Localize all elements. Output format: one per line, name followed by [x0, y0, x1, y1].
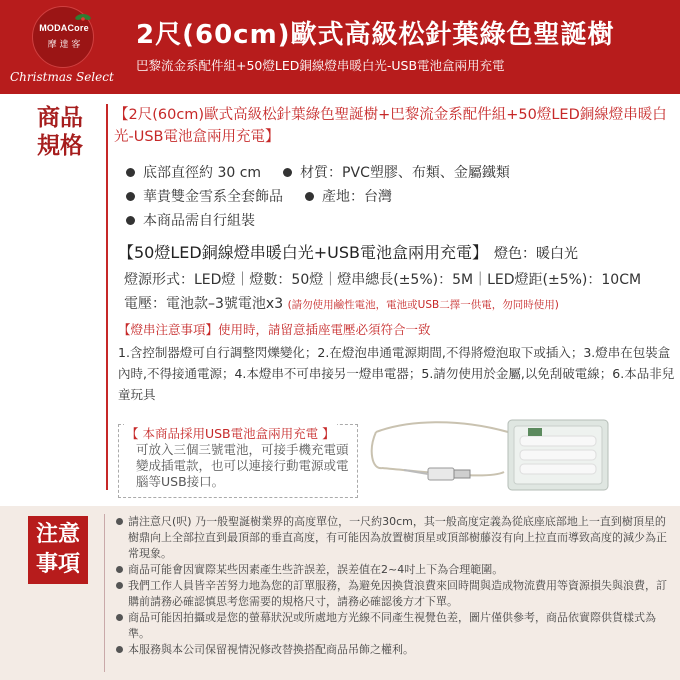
- brand-subname: 摩 達 客: [47, 40, 81, 50]
- bullet-dot-icon: [116, 646, 123, 653]
- bullet-item: [126, 186, 283, 206]
- bullet-item: [126, 210, 255, 230]
- bullet-dot-icon: [116, 582, 123, 589]
- light-headline: [118, 240, 678, 263]
- notice-text: 商品可能因拍攝或是您的螢幕狀況或所處地方光線不同產生視覺色差，圖片僅供參考，商品依實際供貨樣式為準。: [128, 611, 656, 640]
- spec-bullet-list: [126, 160, 666, 232]
- bullet-dot-icon: [126, 192, 135, 201]
- notice-list: [116, 514, 676, 658]
- christmas-select-script: Christmas Select: [10, 70, 114, 84]
- spec-section-label: 商品規格: [37, 105, 83, 159]
- light-title: 【50燈LED銅線燈串暖白光+USB電池盒兩用充電】: [118, 243, 488, 262]
- bullet-row: [126, 208, 666, 232]
- notice-item: [116, 642, 676, 658]
- bullet-dot-icon: [116, 566, 123, 573]
- bullet-dot-icon: [283, 168, 292, 177]
- notice-divider: [104, 514, 105, 672]
- bullet-item: [305, 186, 392, 206]
- usb-battery-box-image: [368, 410, 618, 506]
- light-spec-line: 燈源形式：LED燈｜燈數：50燈｜燈串總長(±5%)：5M｜LED燈距(±5%)：10CM: [124, 272, 642, 288]
- light-color-label: 燈色：暖白光: [493, 246, 578, 262]
- bullet-text: 本商品需自行組裝: [143, 213, 255, 229]
- notice-text: 我們工作人員皆辛苦努力地為您的訂單服務，為避免因換貨浪費來回時間與造成物流費用等資源損失與浪費，訂購前請務必確認慎思考您需要的規格尺寸，請務必確認後方才下單。: [128, 579, 667, 608]
- bullet-item: [283, 162, 510, 182]
- spec-headline: 【2尺(60cm)歐式高級松針葉綠色聖誕樹+巴黎流金系配件組+50燈LED銅線燈串暖白光-USB電池盒兩用充電】: [114, 107, 667, 145]
- bullet-dot-icon: [126, 216, 135, 225]
- bullet-dot-icon: [305, 192, 314, 201]
- notice-section-label: 注意事項: [28, 516, 88, 584]
- bullet-text: 華貴雙金雪系全套飾品: [143, 189, 283, 205]
- notice-item: [116, 514, 676, 562]
- brand-logo: [32, 6, 94, 68]
- bullet-dot-icon: [116, 518, 123, 525]
- notice-item: [116, 610, 676, 642]
- usb-info-body: 可放入三個三號電池，可接手機充電頭變成插電款，也可以連接行動電源或電腦等USB接口。: [136, 442, 349, 489]
- brand-name: MODACore: [39, 23, 89, 33]
- bullet-dot-icon: [116, 614, 123, 621]
- notice-text: 本服務與本公司保留視情況修改替換搭配商品吊飾之權利。: [128, 643, 414, 656]
- light-voltage-line: [124, 292, 676, 316]
- page-title: 2尺(60cm)歐式高級松針葉綠色聖誕樹: [136, 20, 615, 50]
- bullet-text: 材質：PVC塑膠、布類、金屬鐵類: [300, 165, 510, 181]
- bullet-text: 底部直徑約 30 cm: [143, 165, 262, 181]
- light-warning-body: 1.含控制器燈可自行調整閃爍變化；2.在燈泡串通電源期間,不得將燈泡取下或插入；3.燈串在包裝盒內時,不得接通電源；4.本燈串不可串接另一燈串電器；5.請勿使用於金屬,以免刮破電線；6.本品非兒童玩具: [118, 345, 675, 402]
- notice-item: [116, 578, 676, 610]
- bullet-text: 產地：台灣: [322, 189, 392, 205]
- light-warning-title: 【燈串注意事項】使用時，請留意插座電壓必須符合一致: [118, 322, 431, 337]
- bullet-row: [126, 160, 666, 184]
- notice-text: 商品可能會因實際某些因素產生些許誤差，誤差值在2~4吋上下為合理範圍。: [128, 563, 504, 576]
- notice-text: 請注意尺(呎) 乃一般聖誕樹業界的高度單位，一尺約30cm，其一般高度定義為從底座底部地上一直到樹頂星的樹鼎向上全部拉直到最頂部的垂直高度，有可能因為放置樹頂星或頂部樹藤沒有向上拉直而導致高度的減少為正常現象。: [128, 515, 667, 560]
- bullet-dot-icon: [126, 168, 135, 177]
- bullet-row: [126, 184, 666, 208]
- voltage-note: (請勿使用鹼性電池，電池或USB二擇一供電，勿同時使用): [287, 299, 559, 311]
- page-subtitle: 巴黎流金系配件組+50燈LED銅線燈串暖白光-USB電池盒兩用充電: [136, 58, 505, 73]
- bullet-item: [126, 162, 261, 182]
- light-spec-lines: [124, 268, 676, 316]
- notice-item: [116, 562, 676, 578]
- holly-icon: [75, 11, 91, 23]
- spec-divider: [106, 104, 108, 490]
- usb-info-title: 【 本商品採用USB電池盒兩用充電 】: [126, 426, 335, 441]
- voltage-text: 電壓：電池款–3號電池x3: [124, 296, 284, 312]
- header-banner: [0, 0, 680, 94]
